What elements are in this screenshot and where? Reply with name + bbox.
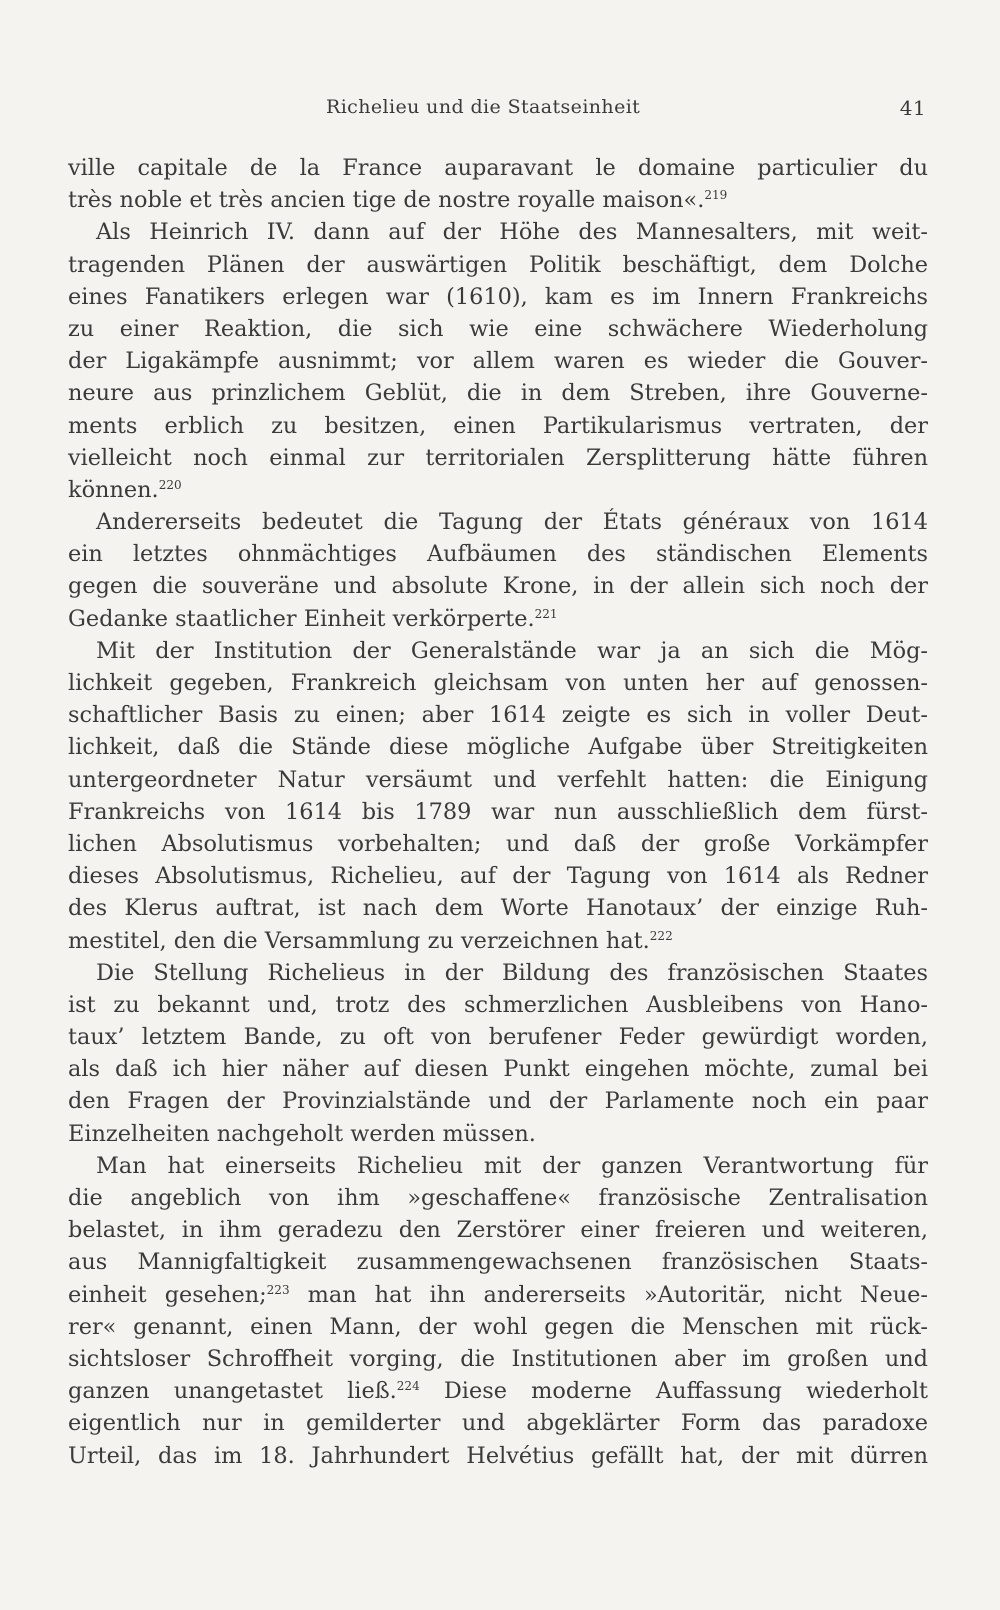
footnote-ref: 219 <box>704 188 728 203</box>
text-line <box>68 1246 928 1278</box>
text-run: lichkeit gegeben, Frankreich gleichsam von unten her auf genossen- <box>68 670 928 696</box>
text-line <box>68 1085 928 1117</box>
text-line <box>68 699 928 731</box>
page-number: 41 <box>899 96 926 120</box>
text-run: untergeordneter Natur versäumt und verfehlt hatten: die Einigung <box>68 766 928 793</box>
text-line <box>68 506 928 538</box>
running-title: Richelieu und die Staatseinheit <box>326 96 641 118</box>
text-run: taux’ letztem Bande, zu oft von berufener Feder gewürdigt worden, <box>68 1024 928 1051</box>
text-line <box>68 1118 928 1150</box>
text-run: Man hat einerseits Richelieu mit der ganzen Verantwortung für <box>96 1152 928 1179</box>
text-run: Die Stellung Richelieus in der Bildung des französischen Staates <box>96 959 928 986</box>
text-run: Einzelheiten nachgeholt werden müssen. <box>68 1120 536 1147</box>
text-line <box>68 667 928 699</box>
text-run: Diese moderne Auffassung wiederholt <box>419 1378 928 1405</box>
footnote-ref: 222 <box>649 928 673 943</box>
text-run: aus Mannigfaltigkeit zusammengewachsenen französischen Staats- <box>68 1249 928 1276</box>
text-run: Mit der Institution der Generalstände war ja an sich die Mög- <box>96 637 928 664</box>
text-line <box>68 1053 928 1085</box>
text-line <box>68 538 928 570</box>
text-run: lichkeit, daß die Stände diese mögliche Aufgabe über Streitigkeiten <box>68 734 928 761</box>
text-line <box>68 1343 928 1375</box>
text-line <box>68 474 928 506</box>
text-line <box>68 1150 928 1182</box>
text-run: einheit gesehen; <box>68 1281 267 1308</box>
text-run: gegen die souveräne und absolute Krone, in der allein sich noch der <box>68 573 928 600</box>
text-run: Frankreichs von 1614 bis 1789 war nun ausschließlich dem fürst- <box>68 798 928 825</box>
text-line <box>68 635 928 667</box>
text-line <box>68 957 928 989</box>
text-run: tragenden Plänen der auswärtigen Politik beschäftigt, dem Dolche <box>68 251 928 278</box>
text-line <box>68 892 928 924</box>
text-line <box>68 249 928 281</box>
text-run: vielleicht noch einmal zur territorialen Zersplitterung hätte führen <box>68 444 928 471</box>
text-line <box>68 925 928 957</box>
text-run: eigentlich nur in gemilderter und abgeklärter Form das paradoxe <box>68 1410 928 1437</box>
text-run: schaftlicher Basis zu einen; aber 1614 zeigte es sich in voller Deut- <box>68 702 928 729</box>
text-line <box>68 570 928 602</box>
text-line <box>68 281 928 313</box>
text-line <box>68 1440 928 1472</box>
text-run: ein letztes ohnmächtiges Aufbäumen des ständischen Elements <box>68 541 928 568</box>
footnote-ref: 223 <box>266 1282 290 1297</box>
text-line <box>68 442 928 474</box>
text-line <box>68 1182 928 1214</box>
text-line <box>68 377 928 409</box>
text-line <box>68 1214 928 1246</box>
text-line <box>68 731 928 763</box>
text-run: als daß ich hier näher auf diesen Punkt eingehen möchte, zumal bei <box>68 1056 928 1083</box>
text-run: zu einer Reaktion, die sich wie eine schwächere Wiederholung <box>68 315 928 342</box>
text-line <box>68 603 928 635</box>
text-run: eines Fanatikers erlegen war (1610), kam es im Innern Frankreichs <box>68 283 928 310</box>
text-line <box>68 1021 928 1053</box>
text-run: den Fragen der Provinzialstände und der Parlamente noch ein paar <box>68 1088 928 1115</box>
text-run: belastet, in ihm geradezu den Zerstörer einer freieren und weiteren, <box>68 1217 928 1244</box>
text-run: können. <box>68 476 159 503</box>
text-run: Als Heinrich IV. dann auf der Höhe des Mannesalters, mit weit- <box>96 219 928 246</box>
text-line <box>68 828 928 860</box>
text-run: très noble et très ancien tige de nostre royalle maison«. <box>68 187 705 214</box>
text-run: Urteil, das im 18. Jahrhundert Helvétius gefällt hat, der mit dürren <box>68 1442 928 1469</box>
text-line <box>68 1407 928 1439</box>
text-line <box>68 796 928 828</box>
text-line <box>68 152 928 184</box>
text-run: Gedanke staatlicher Einheit verkörperte. <box>68 605 535 632</box>
text-run: ist zu bekannt und, trotz des schmerzlichen Ausbleibens von Hano- <box>68 991 928 1018</box>
text-run: neure aus prinzlichem Geblüt, die in dem Streben, ihre Gouverne- <box>68 380 928 407</box>
text-line <box>68 184 928 216</box>
text-run: mestitel, den die Versammlung zu verzeichnen hat. <box>68 927 650 954</box>
body-text <box>68 152 928 1472</box>
text-line <box>68 216 928 248</box>
text-run: die angeblich von ihm »geschaffene« französische Zentralisation <box>68 1185 928 1211</box>
text-run: man hat ihn andererseits »Autoritär, nicht Neue- <box>289 1281 928 1308</box>
text-run: ganzen unangetastet ließ. <box>68 1378 397 1405</box>
running-head <box>68 96 928 126</box>
text-run: der Ligakämpfe ausnimmt; vor allem waren es wieder die Gouver- <box>68 348 928 375</box>
footnote-ref: 221 <box>534 606 558 621</box>
text-run: lichen Absolutismus vorbehalten; und daß der große Vorkämpfer <box>68 830 928 857</box>
text-run: sichtsloser Schroffheit vorging, die Institutionen aber im großen und <box>68 1345 928 1372</box>
text-line <box>68 1375 928 1407</box>
text-line <box>68 764 928 796</box>
footnote-ref: 220 <box>158 477 182 492</box>
text-run: dieses Absolutismus, Richelieu, auf der Tagung von 1614 als Redner <box>68 863 928 890</box>
text-run: ville capitale de la France auparavant le domaine particulier du <box>68 155 928 181</box>
text-line <box>68 1311 928 1343</box>
text-run: rer« genannt, einen Mann, der wohl gegen die Menschen mit rück- <box>68 1313 928 1340</box>
text-line <box>68 345 928 377</box>
text-run: des Klerus auftrat, ist nach dem Worte Hanotaux’ der einzige Ruh- <box>68 895 928 922</box>
text-run: ments erblich zu besitzen, einen Partikularismus vertraten, der <box>68 412 928 439</box>
text-line <box>68 1279 928 1311</box>
text-line <box>68 989 928 1021</box>
text-line <box>68 313 928 345</box>
text-run: Andererseits bedeutet die Tagung der États généraux von 1614 <box>96 509 928 536</box>
text-line <box>68 410 928 442</box>
footnote-ref: 224 <box>396 1379 420 1394</box>
text-line <box>68 860 928 892</box>
